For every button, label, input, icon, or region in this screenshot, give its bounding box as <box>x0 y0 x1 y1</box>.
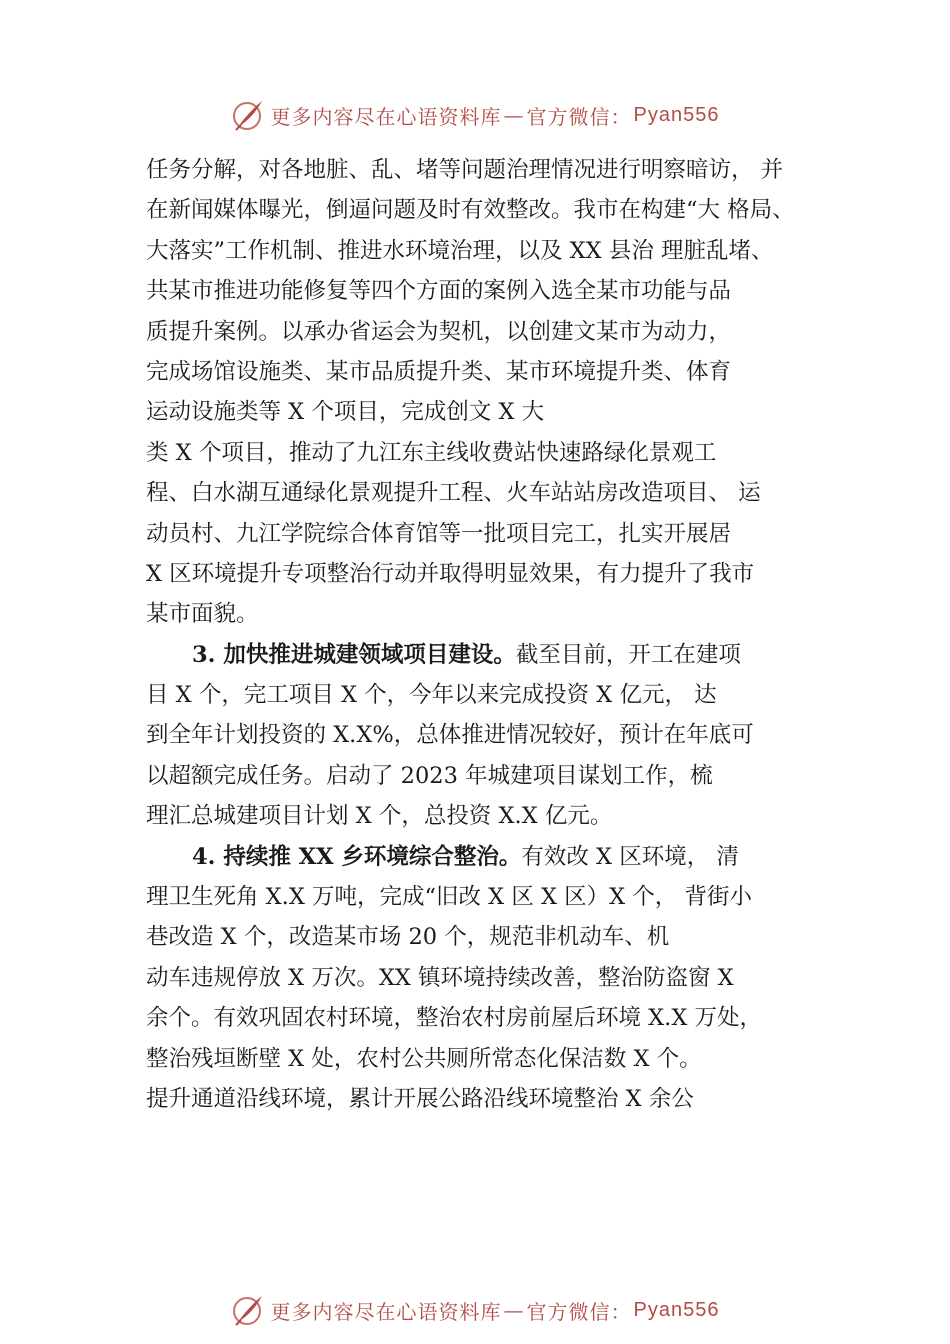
text-line: 大落实”工作机制、推进水环境治理，以及 XX 县治 理脏乱堵、 <box>146 237 774 264</box>
text-line: 整治残垣断壁 X 处，农村公共厕所常态化保洁数 X 个。 <box>146 1045 702 1072</box>
watermark-banner-top <box>0 95 950 135</box>
section-heading-4: 4. 持续推 XX 乡环境综合整治。 <box>192 843 522 870</box>
text-line: 任务分解，对各地脏、乱、堵等问题治理情况进行明察暗访， 并 <box>146 157 784 183</box>
text-line: 到全年计划投资的 X.X%，总体推进情况较好，预计在年底可 <box>146 722 754 749</box>
text-line: 某市面貌。 <box>146 601 259 628</box>
quill-logo-icon <box>231 98 265 132</box>
watermark-wechat-id: Pyan556 <box>633 103 720 126</box>
text-line: 共某市推进功能修复等四个方面的案例入选全某市功能与品 <box>146 278 732 305</box>
text-line: 巷改造 X 个，改造某市场 20 个，规范非机动车、机 <box>146 924 670 951</box>
text-line: 完成场馆设施类、某市品质提升类、某市环境提升类、体育 <box>146 358 732 385</box>
text-line: 程、白水湖互通绿化景观提升工程、火车站站房改造项目、 运 <box>146 480 761 507</box>
quill-logo-icon <box>231 1293 265 1327</box>
paragraph-1 <box>146 150 826 635</box>
text-line: 以超额完成任务。启动了 2023 年城建项目谋划工作，梳 <box>146 762 713 789</box>
text-line: 理卫生死角 X.X 万吨，完成“旧改 X 区 X 区）X 个， 背街小 <box>146 884 752 911</box>
text-line: X 区环境提升专项整治行动并取得明显效果，有力提升了我市 <box>146 560 755 587</box>
heading-line-text: 截至目前，开工在建项 <box>515 641 741 668</box>
text-line: 在新闻媒体曝光，倒逼问题及时有效整改。我市在构建“大 格局、 <box>146 197 795 224</box>
document-body <box>146 150 826 1119</box>
section-heading-3: 3. 加快推进城建领域项目建设。 <box>192 641 516 668</box>
text-line: 质提升案例。以承办省运会为契机，以创建文某市为动力， <box>146 318 732 345</box>
paragraph-heading-line <box>146 837 826 877</box>
text-line: 余个。有效巩固农村环境，整治农村房前屋后环境 X.X 万处， <box>146 1005 762 1032</box>
text-line: 类 X 个项目，推动了九江东主线收费站快速路绿化景观工 <box>146 439 717 466</box>
watermark-separator: — <box>503 103 525 127</box>
paragraph-3 <box>146 837 826 1120</box>
text-line: 运动设施类等 X 个项目，完成创文 X 大 <box>146 399 545 426</box>
watermark-wechat-label: 官方微信： <box>526 1299 632 1324</box>
watermark-brand: 更多内容尽在心语资料库 <box>270 1299 502 1324</box>
text-line: 目 X 个，完工项目 X 个，今年以来完成投资 X 亿元， 达 <box>146 682 717 709</box>
paragraph-2 <box>146 635 826 837</box>
text-line: 动员村、九江学院综合体育馆等一批项目完工，扎实开展居 <box>146 520 732 547</box>
watermark-banner-bottom <box>0 1290 950 1330</box>
text-line: 理汇总城建项目计划 X 个，总投资 X.X 亿元。 <box>146 803 613 830</box>
paragraph-heading-line <box>146 635 826 675</box>
text-line: 动车违规停放 X 万次。XX 镇环境持续改善，整治防盗窗 X <box>146 964 734 991</box>
watermark-wechat-id: Pyan556 <box>633 1298 720 1321</box>
heading-line-text: 有效改 X 区环境， 清 <box>521 843 739 870</box>
watermark-brand: 更多内容尽在心语资料库 <box>270 104 502 129</box>
watermark-separator: — <box>503 1298 525 1322</box>
watermark-wechat-label: 官方微信： <box>526 104 632 129</box>
text-line: 提升通道沿线环境，累计开展公路沿线环境整治 X 余公 <box>146 1085 694 1112</box>
